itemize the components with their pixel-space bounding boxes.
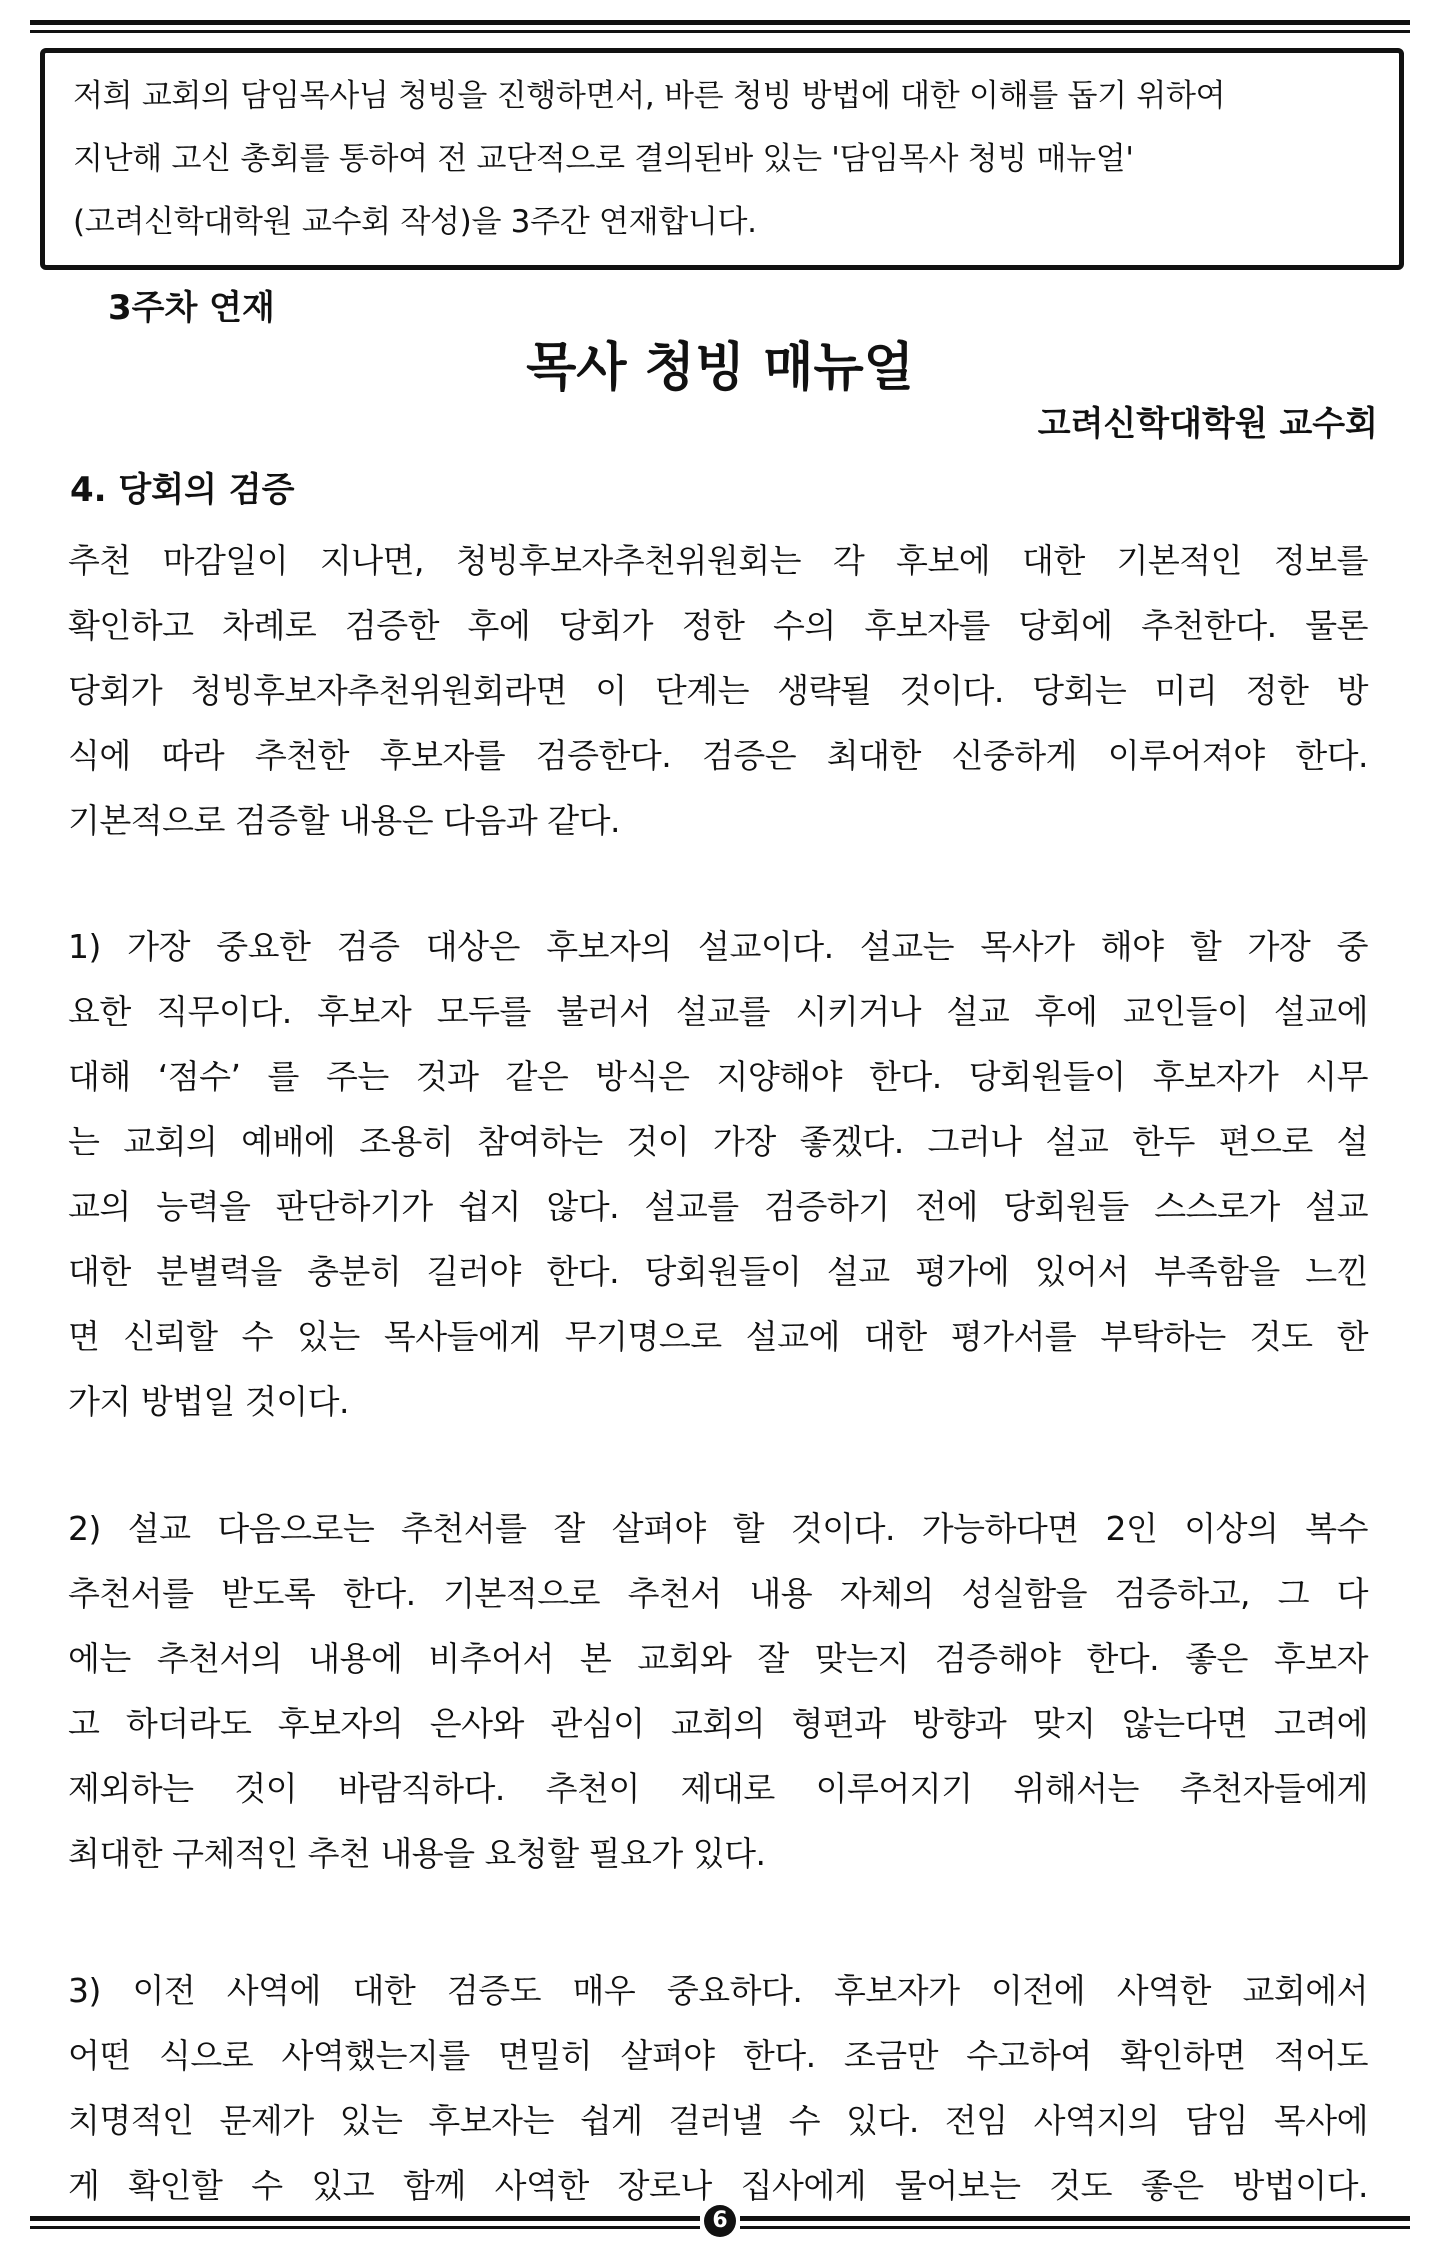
paragraph-line: 게 확인할 수 있고 함께 사역한 장로나 집사에게 물어보는 것도 좋은 방법이다. <box>68 2166 1368 2205</box>
paragraph-line: 최대한 구체적인 추천 내용을 요청할 필요가 있다. <box>68 1834 766 1873</box>
paragraph-line: 기본적으로 검증할 내용은 다음과 같다. <box>68 801 620 840</box>
paragraph-line: 제외하는 것이 바람직하다. 추천이 제대로 이루어지기 위해서는 추천자들에게 <box>68 1769 1368 1808</box>
top-rule-thin <box>30 30 1410 33</box>
paragraph-line: 교의 능력을 판단하기가 쉽지 않다. 설교를 검증하기 전에 당회원들 스스로가 설교 <box>68 1187 1368 1226</box>
paragraph-line: 확인하고 차례로 검증한 후에 당회가 정한 수의 후보자를 당회에 추천한다. 물론 <box>68 606 1368 645</box>
page-number-badge: 6 <box>704 2205 736 2237</box>
paragraph-line: 추천서를 받도록 한다. 기본적으로 추천서 내용 자체의 성실함을 검증하고, 그 다 <box>68 1574 1368 1613</box>
paragraph-line: 2) 설교 다음으로는 추천서를 잘 살펴야 할 것이다. 가능하다면 2인 이상의 복수 <box>68 1509 1368 1548</box>
paragraph-intro <box>68 528 1368 853</box>
paragraph-recommendation <box>68 1496 1368 1886</box>
page-title: 목사 청빙 매뉴얼 <box>526 338 914 398</box>
paragraph-line: 식에 따라 추천한 후보자를 검증한다. 검증은 최대한 신중하게 이루어져야 한다. <box>68 736 1368 775</box>
paragraph-line: 어떤 식으로 사역했는지를 면밀히 살펴야 한다. 조금만 수고하여 확인하면 적어도 <box>68 2036 1368 2075</box>
paragraph-line: 당회가 청빙후보자추천위원회라면 이 단계는 생략될 것이다. 당회는 미리 정한 방 <box>68 671 1368 710</box>
paragraph-line: 가지 방법일 것이다. <box>68 1382 349 1421</box>
paragraph-line: 요한 직무이다. 후보자 모두를 불러서 설교를 시키거나 설교 후에 교인들이 설교에 <box>68 992 1368 1031</box>
paragraph-line: 1) 가장 중요한 검증 대상은 후보자의 설교이다. 설교는 목사가 해야 할 가장 중 <box>68 927 1368 966</box>
author-byline: 고려신학대학원 교수회 <box>1037 404 1378 444</box>
paragraph-previous-ministry <box>68 1958 1368 2218</box>
paragraph-line: 치명적인 문제가 있는 후보자는 쉽게 걸러낼 수 있다. 전임 사역지의 담임 목사에 <box>68 2101 1368 2140</box>
bottom-rule-right-thin <box>740 2226 1410 2229</box>
paragraph-line: 고 하더라도 후보자의 은사와 관심이 교회의 형편과 방향과 맞지 않는다면 고려에 <box>68 1704 1368 1743</box>
intro-line: (고려신학대학원 교수회 작성)을 3주간 연재합니다. <box>73 204 757 240</box>
paragraph-line: 에는 추천서의 내용에 비추어서 본 교회와 잘 맞는지 검증해야 한다. 좋은 후보자 <box>68 1639 1368 1678</box>
paragraph-line: 대해 ‘점수’ 를 주는 것과 같은 방식은 지양해야 한다. 당회원들이 후보자가 시무 <box>68 1057 1368 1096</box>
bottom-rule-right-thick <box>740 2216 1410 2221</box>
paragraph-sermon <box>68 914 1368 1434</box>
bottom-rule-left-thin <box>30 2226 700 2229</box>
paragraph-line: 대한 분별력을 충분히 길러야 한다. 당회원들이 설교 평가에 있어서 부족함을 느낀 <box>68 1252 1368 1291</box>
intro-line: 지난해 고신 총회를 통하여 전 교단적으로 결의된바 있는 '담임목사 청빙 매뉴얼' <box>73 141 1134 177</box>
paragraph-line: 3) 이전 사역에 대한 검증도 매우 중요하다. 후보자가 이전에 사역한 교회에서 <box>68 1971 1368 2010</box>
top-rule-thick <box>30 20 1410 25</box>
section-heading: 4. 당회의 검증 <box>70 470 295 510</box>
paragraph-line: 추천 마감일이 지나면, 청빙후보자추천위원회는 각 후보에 대한 기본적인 정보를 <box>68 541 1368 580</box>
intro-notice-box <box>40 48 1404 270</box>
bottom-rule-left-thick <box>30 2216 700 2221</box>
series-label: 3주차 연재 <box>108 288 275 328</box>
intro-line: 저희 교회의 담임목사님 청빙을 진행하면서, 바른 청빙 방법에 대한 이해를 돕기 위하여 <box>73 78 1226 114</box>
paragraph-line: 는 교회의 예배에 조용히 참여하는 것이 가장 좋겠다. 그러나 설교 한두 편으로 설 <box>68 1122 1368 1161</box>
paragraph-line: 면 신뢰할 수 있는 목사들에게 무기명으로 설교에 대한 평가서를 부탁하는 것도 한 <box>68 1317 1368 1356</box>
